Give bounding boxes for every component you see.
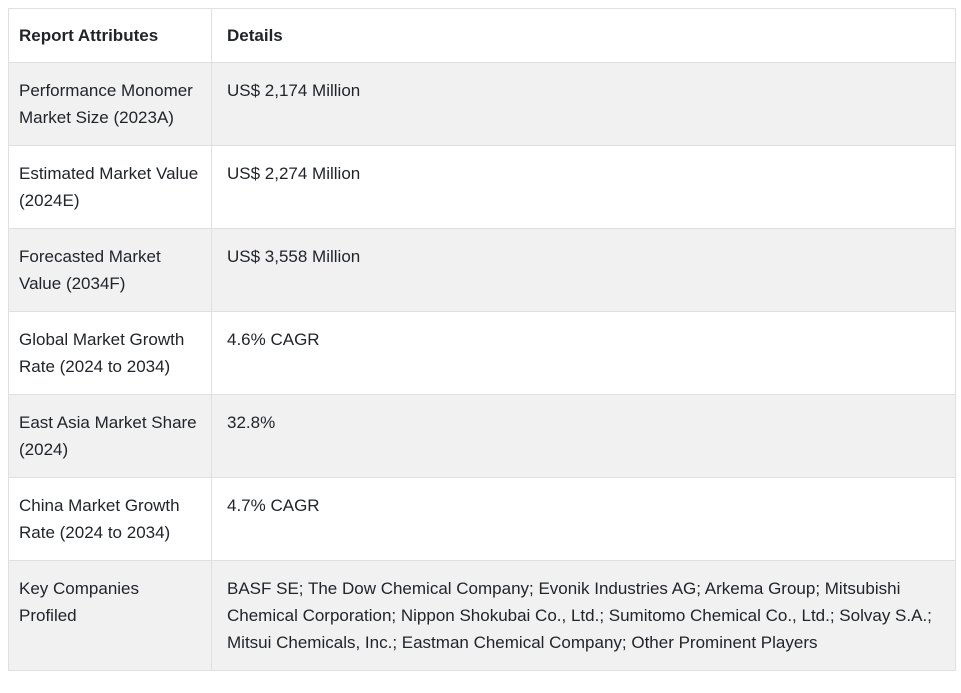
header-row [9,9,956,63]
table-row [9,478,956,561]
detail-cell: BASF SE; The Dow Chemical Company; Evonik Industries AG; Arkema Group; Mitsubishi Chemical Corporation; Nippon Shokubai Co., Ltd.; Sumitomo Chemical Co., Ltd.; Solvay S.A.; Mitsui Chemicals, Inc.; Eastman Chemical Company; Other Prominent Players [212,561,956,671]
table-row [9,229,956,312]
report-attributes-table [8,8,956,671]
attribute-cell: Forecasted Market Value (2034F) [9,229,212,312]
attribute-cell: Estimated Market Value (2024E) [9,146,212,229]
table-row [9,395,956,478]
attribute-cell: Key Companies Profiled [9,561,212,671]
table-row [9,561,956,671]
detail-cell: 32.8% [212,395,956,478]
attribute-cell: China Market Growth Rate (2024 to 2034) [9,478,212,561]
header-details: Details [212,9,956,63]
table-row [9,63,956,146]
detail-cell: 4.6% CAGR [212,312,956,395]
attribute-cell: East Asia Market Share (2024) [9,395,212,478]
table-body [9,63,956,671]
detail-cell: US$ 2,274 Million [212,146,956,229]
attribute-cell: Performance Monomer Market Size (2023A) [9,63,212,146]
header-report-attributes: Report Attributes [9,9,212,63]
table-row [9,146,956,229]
detail-cell: US$ 2,174 Million [212,63,956,146]
detail-cell: 4.7% CAGR [212,478,956,561]
attribute-cell: Global Market Growth Rate (2024 to 2034) [9,312,212,395]
table-row [9,312,956,395]
detail-cell: US$ 3,558 Million [212,229,956,312]
